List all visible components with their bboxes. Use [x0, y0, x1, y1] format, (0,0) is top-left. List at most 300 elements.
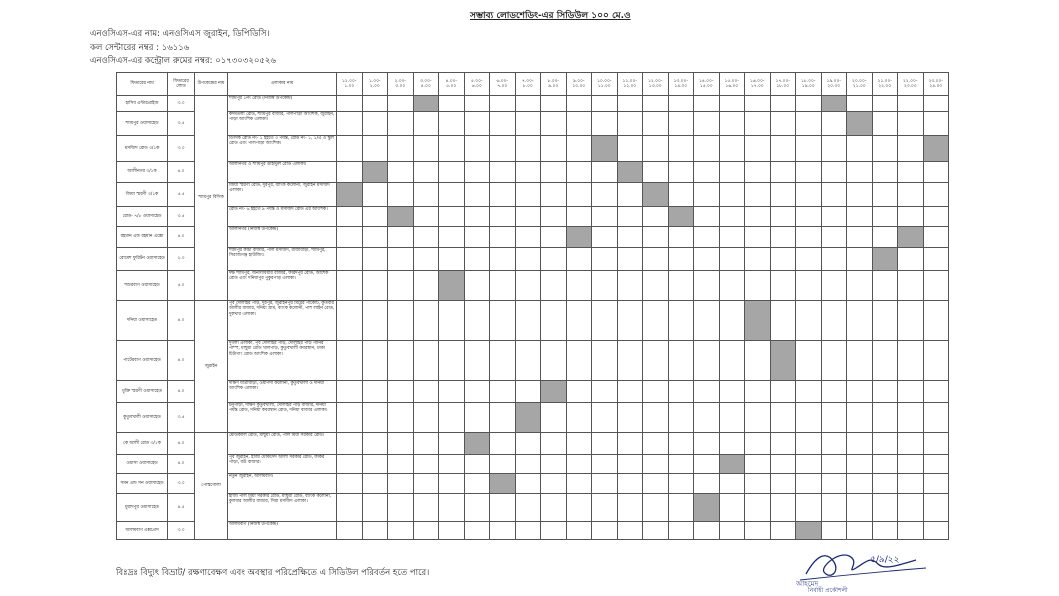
loadshed-slot	[796, 183, 822, 207]
loadshed-slot	[362, 227, 388, 248]
table-header-row	[117, 73, 949, 96]
loadshed-slot	[770, 433, 796, 455]
loadshed-slot	[541, 112, 567, 136]
loadshed-slot	[362, 271, 388, 301]
area-name: শ্যামপুর কাঁচা বাজার, পাল মসজিদ, রাজাবাড়ী, শ্যামপুর, সিরাজগঞ্জ হাউজিং।	[228, 248, 337, 271]
loadshed-slot	[464, 403, 490, 433]
loadshed-slot	[668, 433, 694, 455]
time-slot-to: ২২.০০	[878, 84, 892, 89]
header-time-slot	[490, 73, 516, 96]
loadshed-slot	[668, 341, 694, 381]
loadshed-slot	[439, 227, 465, 248]
loadshed-slot	[847, 341, 873, 381]
loadshed-slot	[464, 494, 490, 522]
feeder-load: ৩.০	[168, 522, 195, 540]
loadshed-slot	[617, 207, 643, 227]
loadshed-slot	[413, 136, 439, 162]
table-row	[117, 96, 949, 112]
loadshed-slot	[643, 162, 669, 183]
loadshed-slot	[898, 341, 924, 381]
loadshed-slot	[719, 474, 745, 494]
loadshed-slot	[490, 341, 516, 381]
loadshed-slot	[566, 433, 592, 455]
loadshed-slot	[362, 248, 388, 271]
loadshed-slot	[464, 248, 490, 271]
time-slot-to: ২৩.০০	[903, 84, 917, 89]
area-name: আলীনগর (নিজস্ব উপকেন্দ্র)	[228, 227, 337, 248]
loadshed-slot	[362, 494, 388, 522]
header-time-slot	[464, 73, 490, 96]
signature-office: নির্বাহী প্রকৌশলী	[808, 587, 848, 592]
loadshed-slot	[796, 207, 822, 227]
loadshed-slot-active	[923, 136, 949, 162]
loadshed-slot	[541, 136, 567, 162]
header-time-slot	[566, 73, 592, 96]
loadshed-slot	[362, 522, 388, 540]
loadshed-slot	[719, 112, 745, 136]
loadshed-slot	[413, 162, 439, 183]
loadshed-slot	[439, 494, 465, 522]
loadshed-slot	[796, 474, 822, 494]
loadshed-slot	[566, 403, 592, 433]
loadshed-slot	[413, 474, 439, 494]
loadshed-slot	[617, 136, 643, 162]
loadshed-slot	[770, 301, 796, 341]
loadshed-slot	[821, 248, 847, 271]
loadshed-slot	[643, 455, 669, 474]
loadshed-slot	[668, 162, 694, 183]
loadshed-slot	[490, 136, 516, 162]
loadshed-slot	[872, 474, 898, 494]
loadshed-slot	[592, 455, 618, 474]
loadshed-slot	[362, 183, 388, 207]
time-slot-to: ২.০০	[369, 84, 380, 89]
loadshed-slot	[439, 455, 465, 474]
loadshed-slot	[821, 162, 847, 183]
loadshed-slot	[923, 403, 949, 433]
loadshed-slot	[745, 136, 771, 162]
loadshed-slot	[923, 301, 949, 341]
feeder-name: পাটেরবাগ ওয়াসাহেড	[117, 341, 168, 381]
loadshed-slot	[694, 96, 720, 112]
table-row	[117, 112, 949, 136]
loadshed-slot	[847, 433, 873, 455]
loadshed-slot	[592, 227, 618, 248]
loadshed-slot	[337, 271, 363, 301]
time-slot-to: ৩.০০	[395, 84, 406, 89]
loadshed-slot	[541, 162, 567, 183]
time-slot-from: ১৯.০০-	[826, 78, 841, 84]
loadshed-slot-active	[566, 227, 592, 248]
loadshed-slot	[566, 183, 592, 207]
time-slot-to: ১.০০	[344, 84, 355, 89]
loadshed-slot	[439, 403, 465, 433]
feeder-load: ৩.৫	[168, 403, 195, 433]
loadshed-slot	[643, 248, 669, 271]
loadshed-slot	[388, 96, 414, 112]
loadshed-slot	[439, 433, 465, 455]
loadshed-slot	[847, 183, 873, 207]
loadshed-slot	[847, 248, 873, 271]
loadshed-slot	[464, 207, 490, 227]
loadshed-slot	[515, 112, 541, 136]
loadshed-slot	[847, 381, 873, 403]
time-slot-to: ৯.০০	[548, 84, 559, 89]
loadshed-slot	[413, 341, 439, 381]
time-slot-to: ৭.০০	[497, 84, 508, 89]
table-row	[117, 301, 949, 341]
loadshed-slot	[439, 522, 465, 540]
loadshed-slot	[490, 183, 516, 207]
loadshed-slot	[668, 474, 694, 494]
loadshed-slot	[847, 301, 873, 341]
loadshed-slot	[413, 403, 439, 433]
loadshed-slot	[923, 112, 949, 136]
loadshed-slot	[745, 207, 771, 227]
loadshed-slot	[439, 162, 465, 183]
loadshed-slot	[694, 455, 720, 474]
time-slot-from: ১৫.০০-	[724, 78, 739, 84]
loadshed-slot	[719, 403, 745, 433]
loadshed-slot	[592, 433, 618, 455]
loadshed-slot	[337, 433, 363, 455]
loadshed-slot	[872, 433, 898, 455]
loadshed-slot	[898, 381, 924, 403]
loadshed-slot	[566, 301, 592, 341]
header-time-slot	[898, 73, 924, 96]
loadshed-slot	[847, 403, 873, 433]
feeder-load: ৪.০	[168, 381, 195, 403]
table-row	[117, 341, 949, 381]
time-slot-from: ২০.০০-	[852, 78, 867, 84]
area-name: দক্ষ শ্যামপুর, জনসাধিয়ার বাজার, ফরিদপুর রোড, আশেক রোড এবং দনিয়াপুর পুকুরপাড় এলাকা।	[228, 271, 337, 301]
loadshed-slot	[541, 403, 567, 433]
loadshed-slot	[337, 207, 363, 227]
loadshed-slot	[770, 271, 796, 301]
loadshed-slot	[566, 248, 592, 271]
header-feeder: ফিডারের নাম	[117, 73, 168, 96]
time-slot-to: ৪.০০	[420, 84, 431, 89]
time-slot-from: ২২.০০-	[903, 78, 918, 84]
area-name: ডিসিক রোড নং- ১ হইতে ৩ পর্যন্ত, রোড নং- ১, ১/এ ও স্কুল রোড এবং পালপাড়া আংশিক।	[228, 136, 337, 162]
loadshed-slot	[541, 183, 567, 207]
feeder-load: ৫.৫	[168, 183, 195, 207]
loadshed-slot	[923, 494, 949, 522]
loadshed-slot	[515, 455, 541, 474]
loadshed-slot	[770, 494, 796, 522]
signature-date: ৫/৯/২২	[870, 555, 900, 565]
loadshed-slot	[566, 271, 592, 301]
feeder-load: ৪.০	[168, 227, 195, 248]
loadshed-slot	[872, 162, 898, 183]
table-row	[117, 136, 949, 162]
loadshed-slot	[337, 96, 363, 112]
header-time-slot	[643, 73, 669, 96]
loadshed-slot	[847, 136, 873, 162]
loadshed-slot	[388, 403, 414, 433]
loadshed-slot	[694, 381, 720, 403]
feeder-name: আলীনগর ৩/১ক	[117, 162, 168, 183]
loadshed-slot	[362, 96, 388, 112]
control-room-number: এনওসিএস-এর কন্ট্রোল রুমের নম্বর: ০১৭৩০৩২০৫২৬	[90, 56, 276, 66]
loadshed-slot-active	[515, 403, 541, 433]
loadshed-slot	[362, 474, 388, 494]
loadshed-slot	[515, 341, 541, 381]
loadshed-slot	[796, 403, 822, 433]
loadshed-slot	[796, 112, 822, 136]
loadshed-slot-active	[490, 474, 516, 494]
loadshed-slot	[541, 301, 567, 341]
feeder-name: মুক্তি স্মরণী ওয়াসাহেড	[117, 381, 168, 403]
signature-stamp	[786, 536, 936, 592]
loadshed-slot	[413, 112, 439, 136]
schedule-body	[117, 96, 949, 540]
header-time-slot	[515, 73, 541, 96]
time-slot-from: ১৩.০০-	[673, 78, 688, 84]
loadshed-slot	[745, 112, 771, 136]
substation-name: জুরাইন	[195, 301, 228, 433]
feeder-name: কুতুবখালী ওয়াসাহেড	[117, 403, 168, 433]
loadshed-slot	[668, 522, 694, 540]
loadshed-slot	[770, 455, 796, 474]
loadshed-slot	[770, 227, 796, 248]
loadshed-slot	[464, 301, 490, 341]
loadshedding-schedule-table	[116, 72, 949, 540]
loadshed-slot	[541, 248, 567, 271]
time-slot-to: ১৪.০০	[674, 84, 688, 89]
loadshed-slot	[617, 341, 643, 381]
loadshed-slot	[643, 207, 669, 227]
loadshed-slot	[668, 301, 694, 341]
loadshed-slot	[770, 381, 796, 403]
loadshed-slot	[464, 522, 490, 540]
loadshed-slot	[821, 403, 847, 433]
time-slot-from: ৭.০০-	[521, 78, 534, 84]
loadshed-slot	[439, 474, 465, 494]
loadshed-slot	[668, 227, 694, 248]
header-time-slot	[872, 73, 898, 96]
loadshed-slot	[490, 301, 516, 341]
table-row	[117, 433, 949, 455]
loadshed-slot	[362, 136, 388, 162]
header-time-slot	[719, 73, 745, 96]
loadshed-slot	[388, 341, 414, 381]
loadshed-slot	[923, 271, 949, 301]
loadshed-slot	[796, 271, 822, 301]
header-load: ফিডারের লোড	[168, 73, 195, 96]
loadshed-slot	[388, 162, 414, 183]
area-name: কদমতলী রোড, শ্যামপুর বাজার, পালপাড়া আংশিক, জুরাইন, পাড়া আংশিক এলাকা।	[228, 112, 337, 136]
footer-note: বিঃদ্রঃ বিদ্যুৎ বিভ্রাট/ রক্ষণাবেক্ষণ এবং অবস্থার পরিপ্রেক্ষিতে এ সিডিউল পরিবর্তন হতে পারে।	[116, 568, 430, 578]
loadshed-slot	[898, 433, 924, 455]
loadshed-slot	[464, 162, 490, 183]
time-slot-from: ৮.০০-	[547, 78, 560, 84]
time-slot-to: ১৭.০০	[750, 84, 764, 89]
time-slot-to: ১২.০০	[623, 84, 637, 89]
loadshed-slot	[694, 112, 720, 136]
loadshed-slot	[592, 403, 618, 433]
loadshed-slot	[770, 183, 796, 207]
loadshed-slot	[566, 494, 592, 522]
loadshed-slot	[388, 271, 414, 301]
table-row	[117, 381, 949, 403]
time-slot-from: ১৬.০০-	[750, 78, 765, 84]
loadshed-slot	[566, 381, 592, 403]
feeder-load: ৩.০	[168, 474, 195, 494]
loadshed-slot	[821, 271, 847, 301]
loadshed-slot	[694, 248, 720, 271]
loadshed-slot	[464, 96, 490, 112]
loadshed-slot	[847, 207, 873, 227]
area-name: আলীনগর ও শ্যামপুর ডাইস্টুল রোড এলাকা।	[228, 162, 337, 183]
loadshed-slot	[770, 248, 796, 271]
loadshed-slot	[923, 248, 949, 271]
loadshed-slot	[668, 183, 694, 207]
loadshed-slot	[796, 494, 822, 522]
feeder-name: রোড- ৭/৮ ওয়াসাহেড	[117, 207, 168, 227]
loadshed-slot	[515, 474, 541, 494]
loadshed-slot	[337, 474, 363, 494]
feeder-load: ৪.০	[168, 341, 195, 381]
loadshed-slot	[439, 301, 465, 341]
loadshed-slot	[668, 403, 694, 433]
loadshed-slot	[923, 381, 949, 403]
loadshed-slot	[643, 227, 669, 248]
time-slot-from: ১২.০০-	[648, 78, 663, 84]
loadshed-slot-active	[592, 136, 618, 162]
loadshed-slot	[694, 271, 720, 301]
loadshed-slot-active	[439, 271, 465, 301]
loadshed-slot	[923, 474, 949, 494]
area-name: শ্যামপুর ১নং রোড (নিজস্ব উপকেন্দ্র)	[228, 96, 337, 112]
header-time-slot	[847, 73, 873, 96]
loadshed-slot	[668, 96, 694, 112]
time-slot-to: ১৯.০০	[801, 84, 815, 89]
feeder-name: ওয়াসা ওয়াসাহেড	[117, 455, 168, 474]
loadshed-slot	[490, 248, 516, 271]
loadshed-slot	[566, 112, 592, 136]
loadshed-slot	[872, 271, 898, 301]
loadshed-slot	[566, 207, 592, 227]
loadshed-slot	[439, 381, 465, 403]
loadshed-slot	[745, 494, 771, 522]
loadshed-slot-active	[643, 183, 669, 207]
table-row	[117, 271, 949, 301]
loadshed-slot	[337, 381, 363, 403]
loadshed-slot	[362, 341, 388, 381]
loadshed-slot	[872, 403, 898, 433]
header-time-slot	[413, 73, 439, 96]
loadshed-slot	[796, 381, 822, 403]
header-time-slot	[668, 73, 694, 96]
loadshed-slot	[490, 227, 516, 248]
loadshed-slot	[796, 227, 822, 248]
loadshed-slot	[362, 301, 388, 341]
loadshed-slot	[592, 381, 618, 403]
loadshed-slot	[439, 341, 465, 381]
loadshed-slot	[464, 455, 490, 474]
call-center-number: কল সেন্টারের নম্বর : ১৬১১৬	[90, 43, 190, 53]
loadshed-slot	[745, 341, 771, 381]
noc-name: এনওসিএস-এর নাম: এনওসিএস জুরাইন, ডিপিডিসি।	[90, 29, 270, 39]
feeder-load: ৩.৫	[168, 207, 195, 227]
loadshed-slot	[490, 96, 516, 112]
loadshed-slot	[796, 433, 822, 455]
loadshed-slot	[490, 112, 516, 136]
loadshed-slot	[719, 381, 745, 403]
loadshed-slot	[541, 96, 567, 112]
table-row	[117, 455, 949, 474]
signature-scribble	[806, 555, 916, 575]
loadshed-slot	[439, 248, 465, 271]
loadshed-slot-active	[388, 207, 414, 227]
time-slot-to: ৬.০০	[471, 84, 482, 89]
loadshed-slot	[923, 341, 949, 381]
loadshed-slot	[770, 207, 796, 227]
loadshed-slot	[694, 183, 720, 207]
loadshed-slot	[694, 136, 720, 162]
loadshed-slot	[898, 248, 924, 271]
header-time-slot	[541, 73, 567, 96]
loadshed-slot	[745, 381, 771, 403]
loadshed-slot	[464, 474, 490, 494]
feeder-name: দনিয়া ওয়াসাহেড	[117, 301, 168, 341]
loadshed-slot	[643, 271, 669, 301]
signature-name: আহমেদ	[796, 580, 819, 588]
loadshed-slot	[643, 494, 669, 522]
time-slot-from: ৯.০০-	[572, 78, 585, 84]
loadshed-slot	[847, 494, 873, 522]
loadshed-slot	[719, 271, 745, 301]
time-slot-from: ৩.০০-	[419, 78, 432, 84]
loadshed-slot	[413, 271, 439, 301]
loadshed-slot	[694, 301, 720, 341]
loadshed-slot	[592, 522, 618, 540]
loadshed-slot	[515, 522, 541, 540]
loadshed-slot	[923, 207, 949, 227]
loadshed-slot-active	[694, 494, 720, 522]
loadshed-slot	[694, 403, 720, 433]
loadshed-slot	[796, 136, 822, 162]
time-slot-to: ১০.০০	[572, 84, 586, 89]
area-name: পূর্ব দোলাইর পাড়, দুরপুর, জুরাইনপুর মিরের পাকেটি, কুতবার আলীর বাজার, দনিয়া গ্রাম, ব্যাংক কলোনী, পাশ লাইন রোড, দুকখার এলাকা।	[228, 301, 337, 341]
loadshed-slot	[694, 207, 720, 227]
loadshed-slot	[745, 183, 771, 207]
loadshed-slot	[796, 301, 822, 341]
loadshed-slot	[872, 136, 898, 162]
loadshed-slot	[719, 136, 745, 162]
loadshed-slot	[719, 162, 745, 183]
time-slot-from: ১৮.০০-	[801, 78, 816, 84]
loadshed-slot	[872, 227, 898, 248]
loadshed-slot	[541, 433, 567, 455]
loadshed-slot	[439, 183, 465, 207]
area-name: চনুপাড়া, দক্ষিণ কুতুবখালী, দোলাইর পাড় বাজার, দনিয়া পর্যন্ত রোড, দনিয়া কবরস্থান রোড, দনিয়া বাজার এলাকা।	[228, 403, 337, 433]
loadshed-slot	[337, 403, 363, 433]
loadshed-slot-active	[898, 227, 924, 248]
loadshed-slot	[617, 183, 643, 207]
loadshed-slot	[821, 494, 847, 522]
loadshed-slot	[898, 474, 924, 494]
loadshed-slot-active	[337, 183, 363, 207]
loadshed-slot-active	[872, 248, 898, 271]
loadshed-slot	[719, 494, 745, 522]
feeder-load: ২.০	[168, 248, 195, 271]
loadshed-slot	[643, 433, 669, 455]
loadshed-slot-active	[668, 207, 694, 227]
loadshed-slot	[898, 112, 924, 136]
loadshed-slot	[515, 301, 541, 341]
